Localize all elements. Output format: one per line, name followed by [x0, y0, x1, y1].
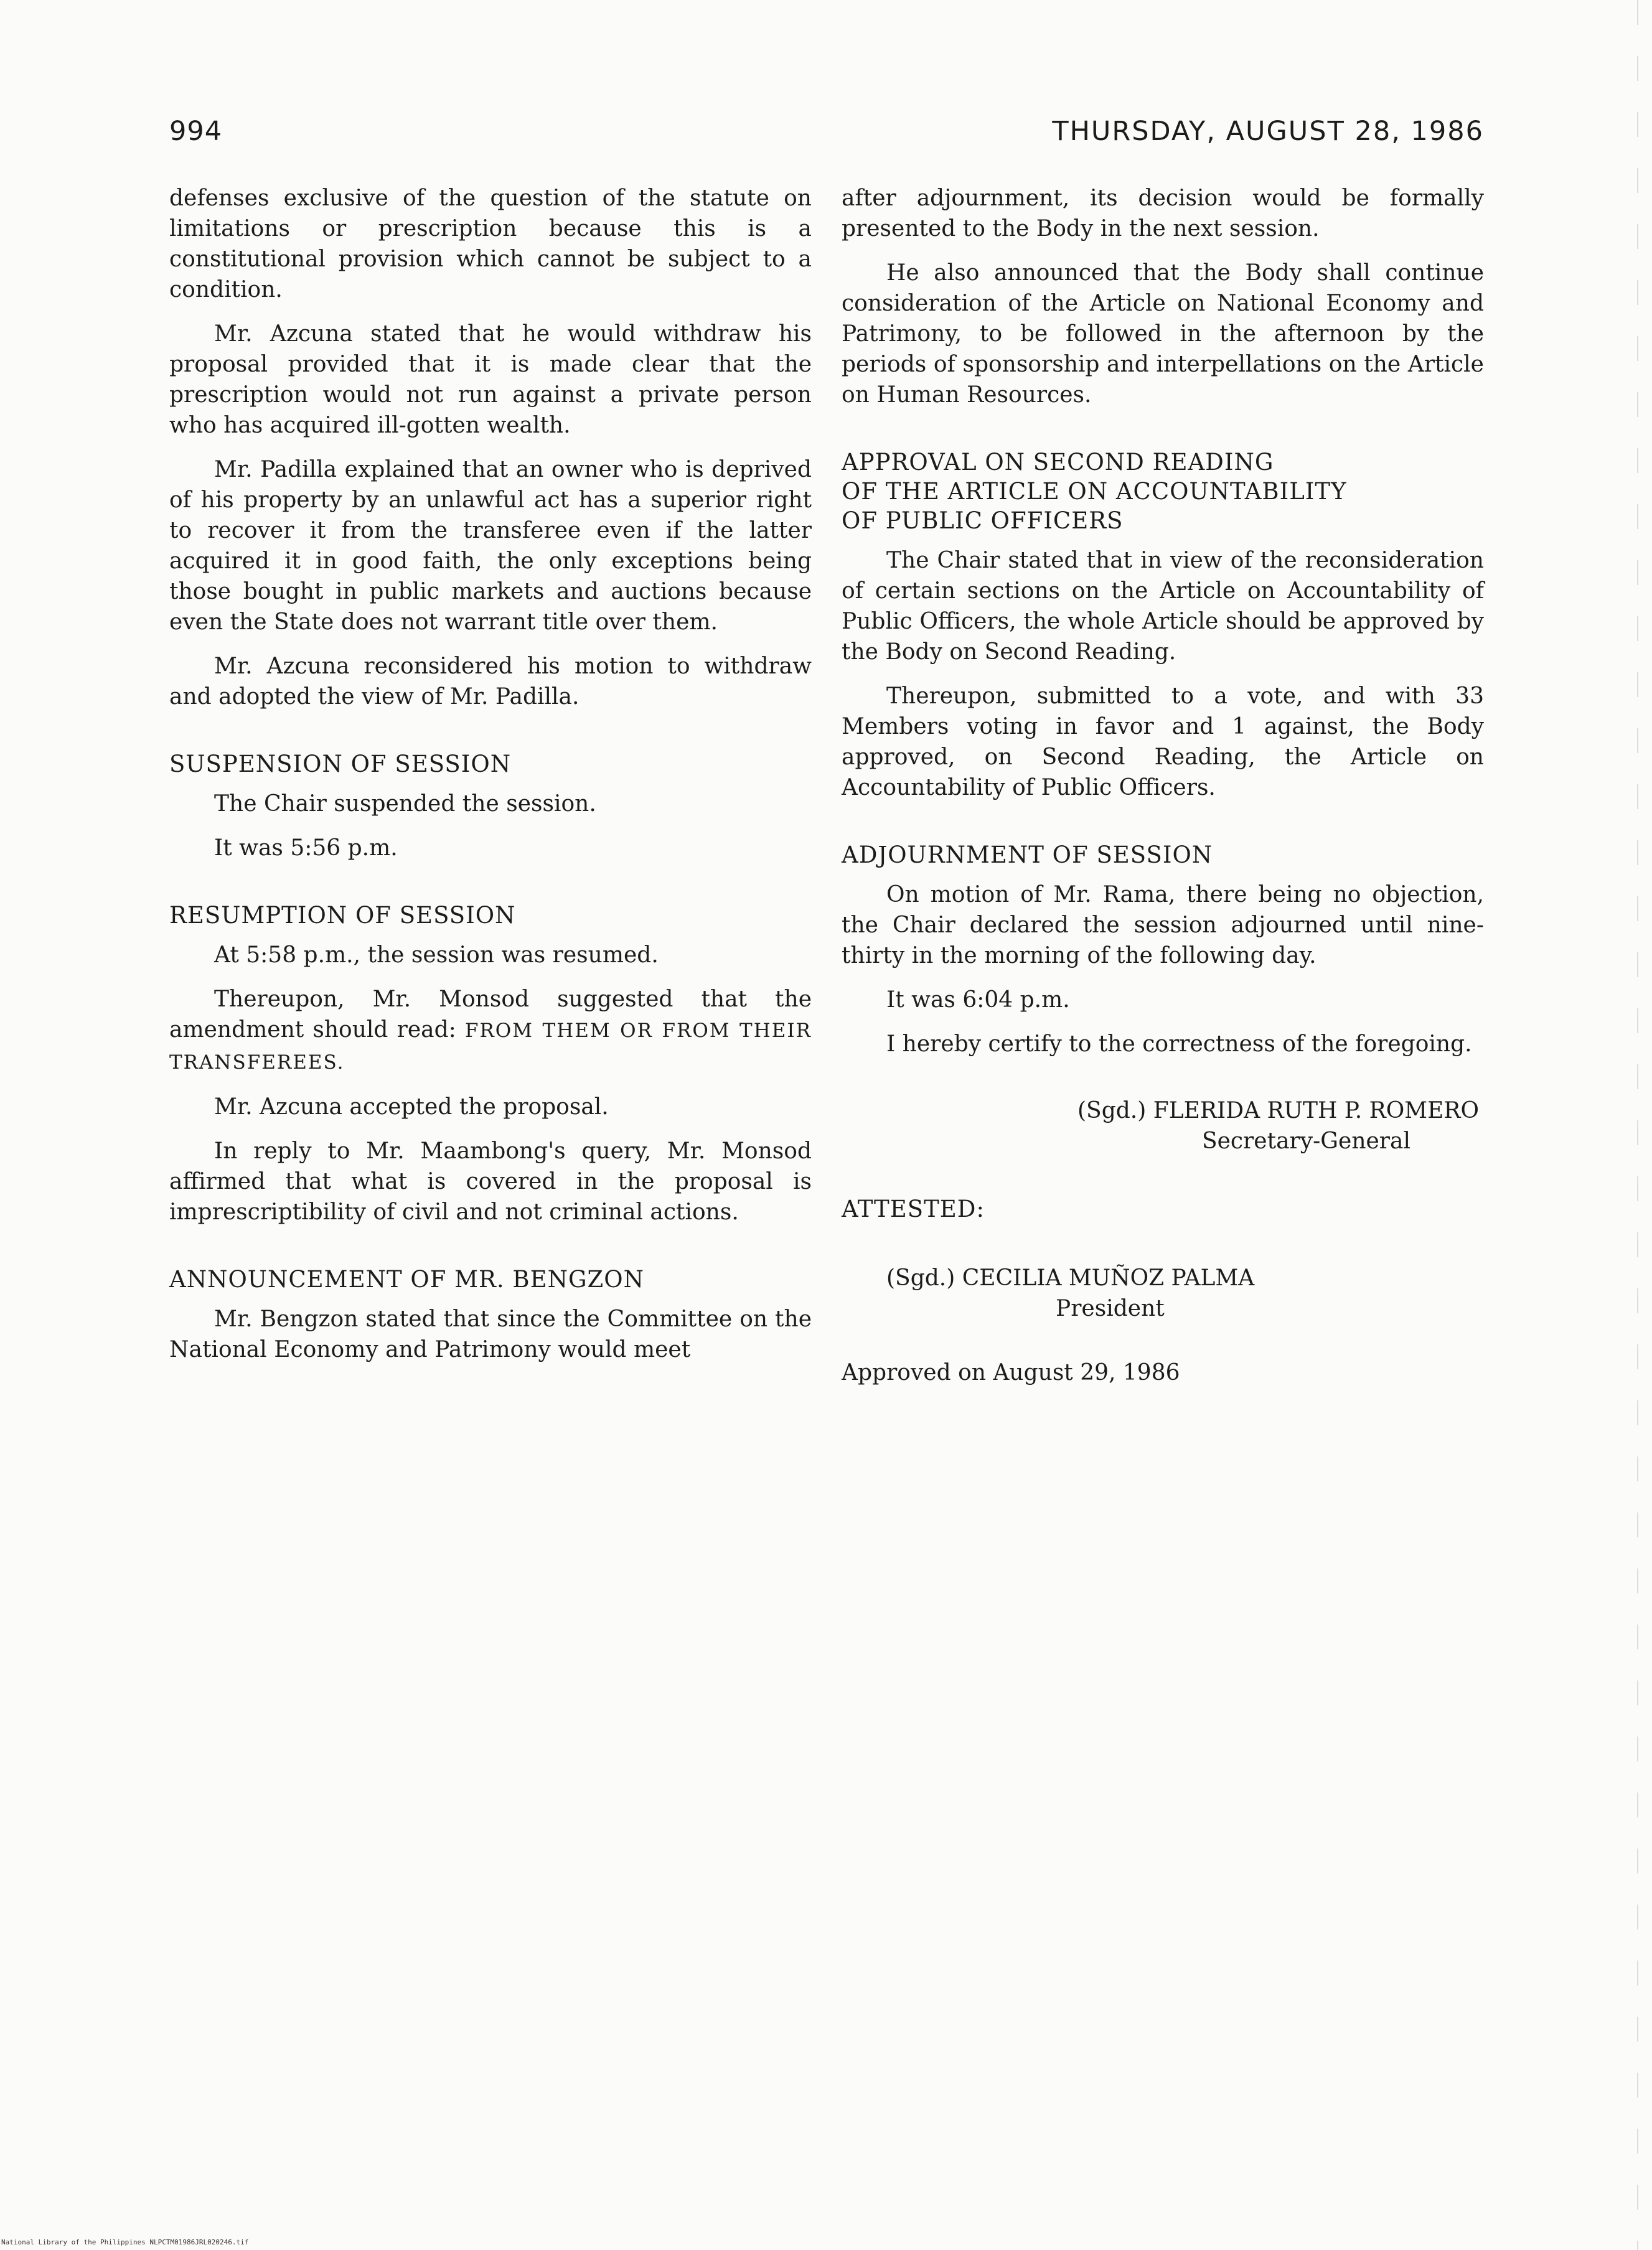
- secretary-title: Secretary-General: [1201, 1128, 1410, 1154]
- paragraph: In reply to Mr. Maambong's query, Mr. Monsod affirmed that what is covered in the proposal is imprescriptibility of civil and not criminal actions.: [169, 1138, 812, 1225]
- president-name: (Sgd.) CECILIA MUÑOZ PALMA: [886, 1265, 1255, 1291]
- section-heading-suspension: SUSPENSION OF SESSION: [169, 751, 512, 777]
- paragraph: He also announced that the Body shall continue consideration of the Article on National Economy and Patrimony, to be followed in the afternoon by the periods of sponsorship and interpellations on the Article on Human Resources.: [842, 260, 1484, 408]
- approved-line: Approved on August 29, 1986: [842, 1360, 1180, 1385]
- paragraph: The Chair suspended the session.: [214, 791, 596, 817]
- paragraph: It was 5:56 p.m.: [214, 835, 398, 861]
- paragraph: At 5:58 p.m., the session was resumed.: [214, 942, 659, 968]
- paragraph: It was 6:04 p.m.: [886, 987, 1070, 1013]
- heading-line: APPROVAL ON SECOND READING: [842, 449, 1274, 476]
- left-column: [169, 183, 812, 1379]
- heading-line: OF THE ARTICLE ON ACCOUNTABILITY: [842, 478, 1347, 505]
- section-heading-resumption: RESUMPTION OF SESSION: [169, 902, 516, 929]
- footer-source-note: National Library of the Philippines NLPCTM01986JRL020246.tif: [1, 2238, 249, 2246]
- paragraph-text: Thereupon, Mr. Monsod suggested that the amendment should read:: [169, 987, 812, 1043]
- paragraph: defenses exclusive of the question of the statute on limitations or prescription because this is a constitutional provision which cannot be subject to a condition.: [169, 185, 812, 302]
- paragraph: Mr. Bengzon stated that since the Committee on the National Economy and Patrimony would meet: [169, 1306, 812, 1362]
- paragraph: Mr. Azcuna accepted the proposal.: [214, 1094, 609, 1120]
- president-title: President: [1056, 1296, 1165, 1321]
- page-header: [169, 116, 1484, 153]
- paragraph: Thereupon, submitted to a vote, and with 33 Members voting in favor and 1 against, the Body approved, on Second Reading, the Article on Accountability of Public Officers.: [842, 683, 1484, 800]
- paragraph: Mr. Azcuna reconsidered his motion to withdraw and adopted the view of Mr. Padilla.: [169, 654, 812, 710]
- president-signature-block: [842, 1263, 1484, 1324]
- paragraph: On motion of Mr. Rama, there being no objection, the Chair declared the session adjourned until nine-thirty in the morning of the following day.: [842, 882, 1484, 968]
- secretary-signature-block: [842, 1095, 1484, 1156]
- page-number: 994: [169, 116, 223, 147]
- amendment-text: FROM THEM OR FROM THEIR TRANSFEREES.: [169, 1020, 812, 1074]
- paragraph: The Chair stated that in view of the reconsideration of certain sections on the Article on Accountability of Public Officers, the whole Article should be approved by the Body on Second Reading.: [842, 548, 1484, 665]
- paragraph: after adjournment, its decision would be formally presented to the Body in the next session.: [842, 185, 1484, 241]
- section-heading-approval: [842, 448, 1484, 535]
- paragraph: I hereby certify to the correctness of the foregoing.: [886, 1031, 1472, 1057]
- attested-label: ATTESTED:: [842, 1196, 985, 1222]
- scan-edge-artifact: [1637, 0, 1638, 2250]
- section-heading-adjournment: ADJOURNMENT OF SESSION: [842, 841, 1213, 868]
- page-date: THURSDAY, AUGUST 28, 1986: [1052, 116, 1484, 147]
- secretary-name: (Sgd.) FLERIDA RUTH P. ROMERO: [1077, 1098, 1479, 1123]
- paragraph: Mr. Azcuna stated that he would withdraw his proposal provided that it is made clear that the prescription would not run against a private person who has acquired ill-gotten wealth.: [169, 321, 812, 438]
- paragraph: [169, 984, 812, 1078]
- section-heading-announcement: ANNOUNCEMENT OF MR. BENGZON: [169, 1266, 644, 1293]
- paragraph: Mr. Padilla explained that an owner who is deprived of his property by an unlawful act has a superior right to recover it from the transferee even if the latter acquired it in good faith, the only exceptions being those bought in public markets and auctions because even the State does not warrant title over them.: [169, 457, 812, 635]
- heading-line: OF PUBLIC OFFICERS: [842, 507, 1124, 534]
- right-column: [842, 183, 1484, 1388]
